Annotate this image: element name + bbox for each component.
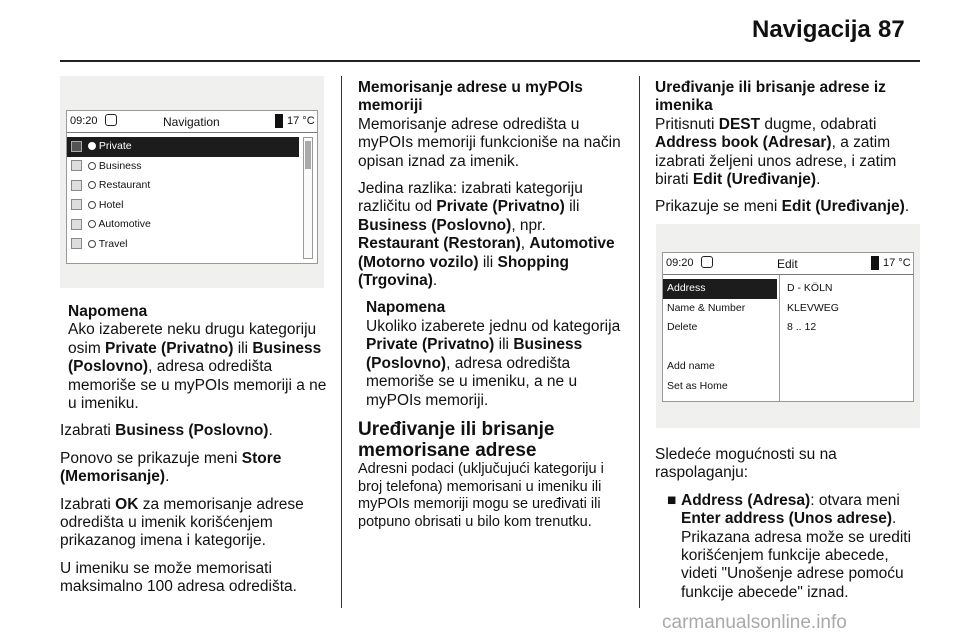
clock-readout: 09:20 [70,115,98,127]
navigation-display [66,110,318,264]
edit-menu [663,279,777,396]
temperature-readout: 17 °C [883,257,911,269]
menu-item-set-home[interactable]: Set as Home [667,379,728,392]
list-item[interactable] [67,137,299,157]
address-city: D - KÖLN [787,282,833,294]
list-item: ■ Address (Adresa): otvara meni Enter address (Unos adrese). Prikazana adresa može se urediti korišćenjem funkcije abecede, videti "Unošenje adrese pomoću funkcije abecede" iznad. [667,491,912,601]
radio-button-icon [88,162,96,170]
note-title: Napomena [68,303,148,320]
address-street: KLEVWEG [787,301,839,314]
column-divider-1 [341,76,342,608]
address-number: 8 .. 12 [787,321,817,333]
list-item[interactable] [67,157,299,177]
subsection-heading: Uređivanje ili brisanje adrese iz imenika [655,79,886,115]
clock-readout: 09:20 [666,257,694,269]
header-rule [60,60,920,62]
radio-button-icon [88,240,96,248]
menu-spacer [663,338,777,358]
paragraph: Jedina razlika: izabrati kategoriju različitu od Private (Privatno) ili Business (Poslovno), npr. Restaurant (Restoran), Automotive (Motorno vozilo) ili Shopping (Trgovina). [358,180,615,290]
column-3-bottom [655,446,923,602]
list-item[interactable] [67,215,299,235]
list-item[interactable] [67,235,299,255]
display-title: Navigation [163,115,220,129]
paragraph: Izabrati OK za memorisanje adrese odredišta u imenik korišćenjem prikazanog imena i kategorije. [60,495,304,550]
category-icon [71,219,82,230]
column-3-top [655,79,923,226]
paragraph: Prikazuje se meni Edit (Uređivanje). [655,198,910,216]
paragraph: Adresni podaci (uključujući kategoriju i broj telefona) memorisani u imeniku ili myPOIs memoriji mogu se uređivati ili potpuno obrisati u bilo kom trenutku. [358,460,604,530]
paragraph: Izabrati Business (Poslovno). [60,422,273,440]
category-icon [71,160,82,171]
page-number: 87 [878,16,905,43]
navigation-mode-icon [105,114,117,126]
watermark: carmanualsonline.info [662,612,847,633]
paragraph: Ponovo se prikazuje meni Store (Memorisanje). [60,449,282,486]
list-item-label: Business [98,159,142,172]
radio-button-icon [88,201,96,209]
address-details [787,279,913,338]
temperature-readout: 17 °C [287,115,315,127]
thermometer-icon [275,114,283,128]
list-scrollbar[interactable] [303,137,313,259]
page-header-title: Navigacija [752,16,871,43]
list-item[interactable] [67,196,299,216]
note-text: Ukoliko izaberete jednu od kategorija Private (Privatno) ili Business (Poslovno), adresa odredišta memoriše se u imeniku, a ne u myPOIs memoriji. [366,317,621,409]
category-icon [71,141,82,152]
column-divider-2 [639,76,640,608]
list-item-label: Restaurant [98,179,151,191]
navigation-mode-icon [701,256,713,268]
bullet-icon: ■ [667,491,677,509]
menu-divider [779,275,780,402]
paragraph: U imeniku se može memorisati maksimalno 100 adresa odredišta. [60,559,297,596]
column-1 [60,303,328,606]
options-list [655,492,923,602]
menu-item-address[interactable]: Address [663,279,777,299]
list-item-label: Hotel [98,198,124,211]
paragraph: Memorisanje adrese odredišta u myPOIs memoriji funkcioniše na način opisan iznad za imenik. [358,115,621,170]
thermometer-icon [871,256,879,270]
category-icon [71,199,82,210]
list-item-label: Automotive [98,218,151,230]
list-item[interactable] [67,176,299,196]
edit-display [662,252,914,402]
note-text: Ako izaberete neku drugu kategoriju osim Private (Privatno) ili Business (Poslovno), adresa odredišta memoriše se u myPOIs memoriji a ne u imeniku. [68,321,327,413]
menu-item-delete[interactable]: Delete [667,321,698,333]
section-heading: Uređivanje ili brisanje memorisane adrese [358,418,555,461]
note-title: Napomena [366,299,446,317]
note-block [358,299,626,409]
menu-item-add-name[interactable]: Add name [667,360,715,372]
display-title: Edit [777,257,798,271]
navigation-screen-figure [60,76,324,288]
subsection-heading: Memorisanje adrese u myPOIs memoriji [358,79,583,115]
edit-screen-figure [656,224,920,428]
category-list [67,137,299,254]
paragraph: Pritisnuti DEST dugme, odabrati Address book (Adresar), a zatim izabrati željeni unos adrese, i zatim birati Edit (Uređivanje). [655,115,897,189]
menu-item-name-number[interactable]: Name & Number [667,301,746,314]
radio-button-icon [88,142,96,150]
radio-button-icon [88,181,96,189]
category-icon [71,180,82,191]
scrollbar-thumb[interactable] [305,141,311,169]
paragraph: Sledeće mogućnosti su na raspolaganju: [655,446,837,482]
list-item-label: Travel [98,237,128,250]
display-status-bar [67,111,317,133]
list-item-label: Private [98,140,132,152]
category-icon [71,238,82,249]
radio-button-icon [88,220,96,228]
column-2 [358,79,626,540]
display-status-bar [663,253,913,275]
note-block [60,303,328,413]
